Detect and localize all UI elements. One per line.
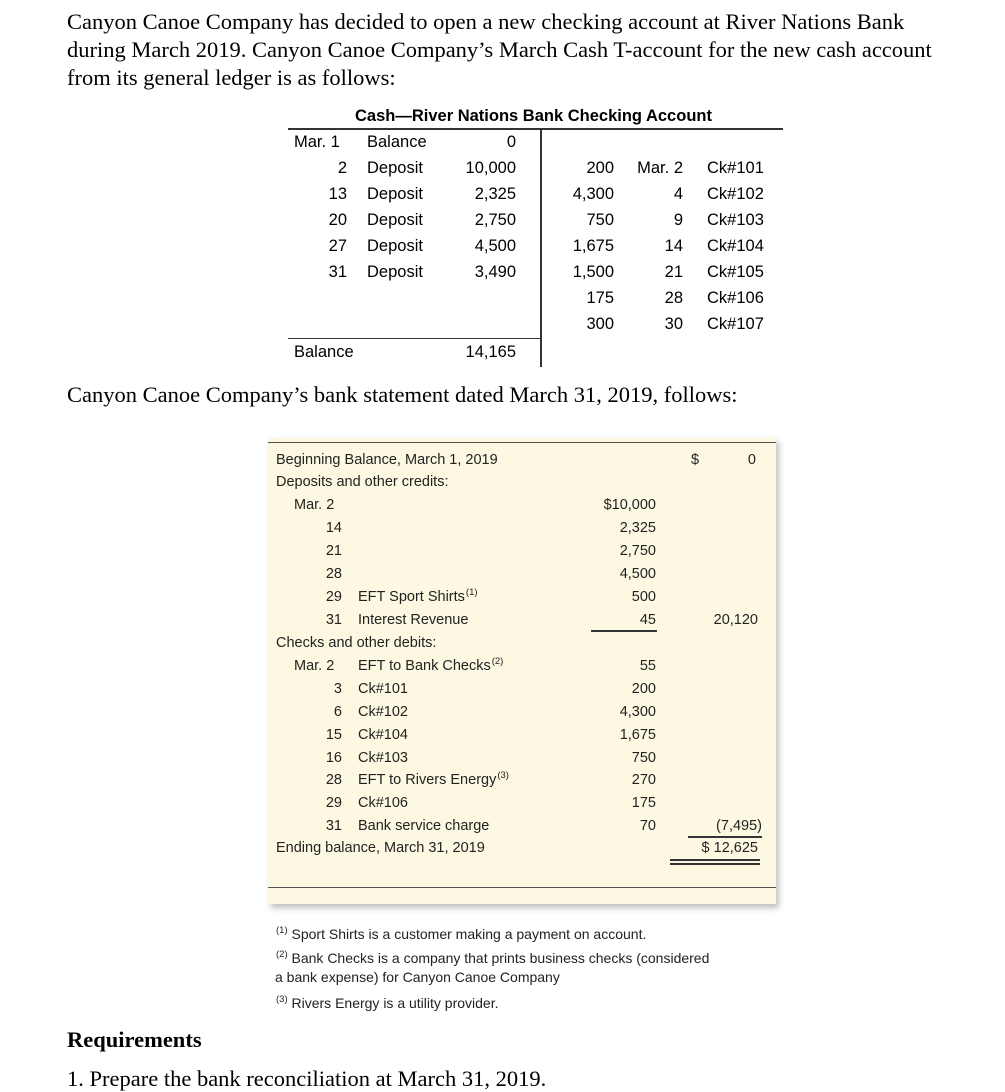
- check-amount: 175: [631, 795, 656, 811]
- deposit-date: 28: [325, 566, 342, 582]
- check-desc: Ck#102: [358, 704, 408, 720]
- t-account-top-rule: [288, 128, 783, 130]
- debit-desc: Balance: [367, 133, 427, 151]
- credit-ref: Ck#104: [707, 237, 764, 255]
- debit-date: 13: [328, 185, 347, 203]
- footnote: $^{(2)}$ Bank Checks is a company that prints business checks (considered: [276, 949, 710, 966]
- credit-amount: 200: [586, 159, 614, 177]
- check-amount: 200: [631, 681, 656, 697]
- credit-date: Mar. 2: [637, 159, 683, 177]
- debit-date: 20: [328, 211, 347, 229]
- check-date: 29: [325, 795, 342, 811]
- credit-amount: 175: [586, 289, 614, 307]
- deposit-date: 29: [325, 589, 342, 605]
- credit-date: 9: [673, 211, 683, 229]
- check-amount: 750: [631, 750, 656, 766]
- check-desc: Ck#106: [358, 795, 408, 811]
- check-desc: Bank service charge: [358, 818, 490, 834]
- debit-amount: 3,490: [474, 263, 516, 281]
- check-amount: 270: [631, 772, 656, 788]
- deposit-amount: 500: [631, 589, 656, 605]
- debit-amount: 10,000: [465, 159, 516, 177]
- debit-amount: 2,325: [474, 185, 516, 203]
- footnote-ref: (1): [465, 587, 478, 598]
- deposit-amount: 4,500: [619, 566, 656, 582]
- check-amount: 70: [639, 818, 656, 834]
- debit-desc: Deposit: [367, 159, 423, 177]
- checks-header: Checks and other debits:: [276, 635, 437, 651]
- beginning-balance-label: Beginning Balance, March 1, 2019: [276, 452, 498, 468]
- check-desc: Ck#103: [358, 750, 408, 766]
- deposit-date: 31: [325, 612, 342, 628]
- credit-amount: 300: [586, 315, 614, 333]
- check-desc: Ck#104: [358, 727, 408, 743]
- deposit-amount: 2,750: [619, 543, 656, 559]
- deposit-date: 14: [325, 520, 342, 536]
- t-account-balance-amount: 14,165: [465, 343, 516, 361]
- debit-desc: Deposit: [367, 263, 423, 281]
- ending-balance-label: Ending balance, March 31, 2019: [276, 840, 485, 856]
- ending-balance-amount: $ 12,625: [701, 840, 758, 856]
- credit-amount: 1,675: [572, 237, 614, 255]
- credit-amount: 4,300: [572, 185, 614, 203]
- check-date: 28: [325, 772, 342, 788]
- deposit-date: Mar. 2: [294, 497, 335, 513]
- credit-date: 28: [664, 289, 683, 307]
- check-amount: 55: [639, 658, 656, 674]
- credit-ref: Ck#102: [707, 185, 764, 203]
- credit-date: 30: [664, 315, 683, 333]
- requirements-title: Requirements: [67, 1027, 202, 1052]
- deposit-amount: $10,000: [603, 497, 656, 513]
- deposits-header: Deposits and other credits:: [276, 474, 449, 490]
- debit-amount: 2,750: [474, 211, 516, 229]
- check-desc: EFT to Rivers Energy$^{(3)}$: [358, 770, 509, 788]
- credit-amount: 750: [586, 211, 614, 229]
- credit-date: 14: [664, 237, 683, 255]
- footnote-ref: (2): [491, 656, 504, 667]
- ending-double-rule-2: [670, 863, 760, 865]
- credit-amount: 1,500: [572, 263, 614, 281]
- statement-bottom-rule: [268, 887, 776, 888]
- debit-date: 27: [328, 237, 347, 255]
- ending-double-rule-1: [670, 859, 760, 861]
- intro-line: during March 2019. Canyon Canoe Company’s March Cash T-account for the new cash account: [67, 37, 932, 62]
- check-date: 16: [325, 750, 342, 766]
- credit-date: 4: [673, 185, 683, 203]
- requirement-item: 1. Prepare the bank reconciliation at March 31, 2019.: [67, 1066, 547, 1091]
- bank-statement: [268, 438, 776, 904]
- deposits-subtotal-rule: [591, 630, 657, 632]
- beginning-balance-dollar: $: [691, 452, 700, 468]
- credit-ref: Ck#107: [707, 315, 764, 333]
- credit-ref: Ck#105: [707, 263, 764, 281]
- deposit-desc: Interest Revenue: [358, 612, 469, 628]
- footnote: $^{(1)}$ Sport Shirts is a customer making a payment on account.: [276, 925, 647, 942]
- check-date: 3: [333, 681, 342, 697]
- deposit-amount: 45: [639, 612, 656, 628]
- check-desc: Ck#101: [358, 681, 408, 697]
- t-account-title: Cash—River Nations Bank Checking Account: [355, 107, 712, 125]
- intro-line: from its general ledger is as follows:: [67, 65, 396, 90]
- deposit-date: 21: [325, 543, 342, 559]
- checks-total-rule: [688, 836, 762, 838]
- statement-caption: Canyon Canoe Company’s bank statement dated March 31, 2019, follows:: [67, 382, 738, 407]
- intro-paragraph: [67, 8, 997, 92]
- check-date: 15: [325, 727, 342, 743]
- checks-total: (7,495): [716, 818, 762, 834]
- debit-date: 2: [337, 159, 347, 177]
- credit-ref: Ck#106: [707, 289, 764, 307]
- credit-ref: Ck#101: [707, 159, 764, 177]
- deposits-total: 20,120: [713, 612, 758, 628]
- credit-date: 21: [664, 263, 683, 281]
- debit-amount: 4,500: [474, 237, 516, 255]
- credit-ref: Ck#103: [707, 211, 764, 229]
- debit-amount: 0: [506, 133, 516, 151]
- debit-date: 31: [328, 263, 347, 281]
- check-desc: EFT to Bank Checks$^{(2)}$: [358, 656, 504, 674]
- check-date: 31: [325, 818, 342, 834]
- check-amount: 1,675: [619, 727, 656, 743]
- debit-desc: Deposit: [367, 237, 423, 255]
- t-account-balance-label: Balance: [294, 343, 354, 361]
- deposit-amount: 2,325: [619, 520, 656, 536]
- check-date: Mar. 2: [294, 658, 335, 674]
- footnote-ref: (3): [497, 770, 509, 781]
- footnote: a bank expense) for Canyon Canoe Company: [275, 969, 560, 985]
- debit-desc: Deposit: [367, 185, 423, 203]
- statement-top-rule: [268, 442, 776, 443]
- deposit-desc: EFT Sport Shirts$^{(1)}$: [358, 587, 478, 605]
- footnote: $^{(3)}$ Rivers Energy is a utility provider.: [276, 994, 499, 1011]
- check-amount: 4,300: [619, 704, 656, 720]
- check-date: 6: [333, 704, 342, 720]
- t-account-balance-rule: [288, 338, 541, 339]
- intro-line: Canyon Canoe Company has decided to open a new checking account at River Nations Bank: [67, 9, 905, 34]
- debit-date: Mar. 1: [294, 133, 340, 151]
- beginning-balance-amount: 0: [747, 452, 756, 468]
- t-account-center-rule: [540, 129, 542, 367]
- debit-desc: Deposit: [367, 211, 423, 229]
